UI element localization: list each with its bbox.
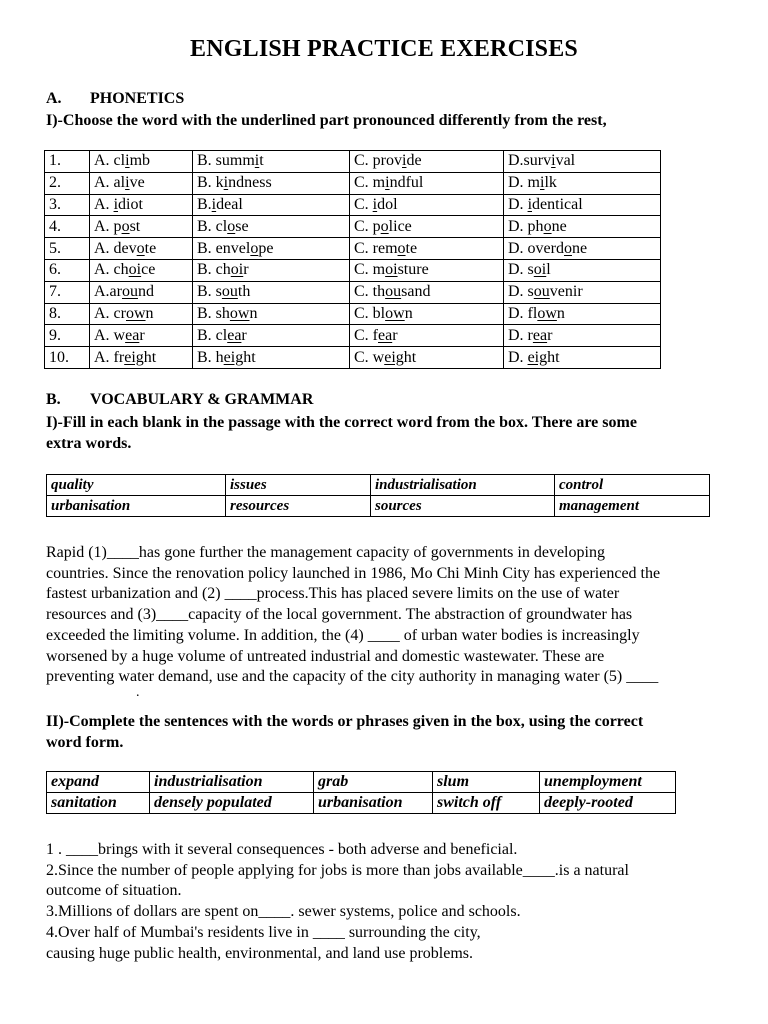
word-box-cell: densely populated [150,793,314,814]
word-box-cell: switch off [433,793,540,814]
word-box-cell: grab [314,772,433,793]
word-part: D. [508,195,528,213]
word-part: r [547,326,553,344]
word-part: sand [401,283,431,301]
underlined-part: ow [537,304,557,322]
underlined-part: eig [527,348,548,366]
option-a [90,281,193,303]
word-part: t [259,152,264,170]
word-part: C. m [354,261,386,279]
question-number: 6. [45,259,90,281]
option-b [193,281,350,303]
word-part: nd [137,283,154,301]
underlined-part: i [527,195,533,213]
passage-line: Rapid (1)____has gone further the management capacity of governments in developing [46,544,605,561]
question-number: 2. [45,172,90,194]
passage-line: resources and (3)____capacity of the local government. The abstraction of groundwater has [46,606,633,624]
option-b [193,325,350,347]
underlined-part: i [211,195,217,213]
word-part: A. fr [94,348,125,366]
underlined-part: i [372,195,378,213]
word-part: th [237,283,251,301]
word-part: B. sh [197,304,230,322]
word-part: C. rem [354,239,398,257]
word-part: B. summ [197,152,255,170]
underlined-part: oi [533,261,547,279]
question-number: 1. [45,151,90,173]
passage-line: countries. Since the renovation policy launched in 1986, Mo Chi Minh City has experienced the [46,564,661,582]
word-box-cell: control [555,475,710,496]
phonetics-row [45,172,661,194]
phonetics-row [45,259,661,281]
section-a-heading [46,90,184,108]
phonetics-row [45,347,661,369]
question-number: 5. [45,238,90,260]
page-title: ENGLISH PRACTICE EXERCISES [190,36,578,62]
complete-instruction [46,711,726,753]
option-d [504,172,661,194]
word-box-cell: deeply-rooted [540,793,676,814]
word-box-cell: unemployment [540,772,676,793]
option-c [350,216,504,238]
sentences [46,840,726,964]
word-box-cell: issues [226,475,371,496]
word-part: A. cl [94,152,126,170]
option-a [90,194,193,216]
passage-line: worsened by a huge volume of untreated industrial and domestic wastewater. These are [46,647,605,665]
question-number: 7. [45,281,90,303]
word-part: r [243,261,249,279]
section-b-letter: B. [46,391,61,408]
option-c [350,151,504,173]
underlined-part: i [223,174,229,192]
option-b [193,194,350,216]
sentence-line: causing huge public health, environmental, and land use problems. [46,944,473,962]
word-part: ht [143,348,157,366]
word-part: l [546,261,551,279]
word-box-cell: urbanisation [47,496,226,517]
underlined-part: o [121,217,130,235]
sentence-line: 1 . ____brings with it several consequences - both adverse and beneficial. [46,841,518,858]
underlined-part: i [125,174,130,192]
word-part: ndful [389,174,424,192]
option-b [193,151,350,173]
word-part: n [145,304,154,322]
word-part: ne [551,217,567,235]
sentence-line: 3.Millions of dollars are spent on____. sewer systems, police and schools. [46,903,521,921]
phonetics-row [45,216,661,238]
word-part: D.surv [508,152,552,170]
word-part: D. r [508,326,533,344]
word-part: C. m [354,174,386,192]
word-part: B. envel [197,239,251,257]
underlined-part: o [136,239,145,257]
option-b [193,238,350,260]
word-part: deal [216,195,243,213]
vocab-instruction [46,412,726,454]
question-number: 10. [45,347,90,369]
question-number: 3. [45,194,90,216]
word-part: r [241,326,247,344]
word-part: B. [197,195,212,213]
section-b-heading [46,391,313,409]
underlined-part: o [227,217,236,235]
word-part: r [139,326,145,344]
option-d [504,216,661,238]
phonetics-table [44,150,661,369]
word-part: D. overd [508,239,564,257]
option-a [90,325,193,347]
section-a-letter: A. [46,90,62,107]
option-b [193,303,350,325]
option-d [504,325,661,347]
option-c [350,303,504,325]
word-box-row [47,772,676,793]
passage-line: exceeded the limiting volume. In addition, the (4) ____ of urban water bodies is increasingly [46,626,640,644]
sentence-line: outcome of situation. [46,882,182,900]
underlined-part: o [397,239,406,257]
phonetics-row [45,151,661,173]
word-part: B. cl [197,326,228,344]
option-c [350,281,504,303]
underlined-part: o [380,217,389,235]
word-box-row [47,793,676,814]
word-part: A. al [94,174,126,192]
option-a [90,238,193,260]
vocab-instruction-line: extra words. [46,435,132,452]
word-part: D. [508,348,528,366]
option-d [504,281,661,303]
underlined-part: oi [385,261,398,279]
word-part: D. ph [508,217,544,235]
word-box-cell: quality [47,475,226,496]
word-box-cell: industrialisation [371,475,555,496]
phonetics-row [45,303,661,325]
phonetics-row [45,238,661,260]
phonetics-row [45,194,661,216]
underlined-part: ou [385,283,402,301]
question-number: 8. [45,303,90,325]
word-part: B. s [197,283,222,301]
underlined-part: i [385,174,390,192]
word-part: C. p [354,217,381,235]
option-a [90,151,193,173]
underlined-part: eig [223,348,244,366]
section-b-name: VOCABULARY & GRAMMAR [90,391,314,408]
word-part: ht [547,348,560,366]
section-a-name: PHONETICS [90,90,185,107]
word-part: A. [94,195,114,213]
word-box-cell: management [555,496,710,517]
word-part: A. p [94,217,122,235]
word-part: A. dev [94,239,137,257]
word-part: r [392,326,398,344]
passage [46,543,726,698]
word-part: st [129,217,141,235]
word-part: ve [129,174,145,192]
option-c [350,238,504,260]
word-box-cell: sanitation [47,793,150,814]
underlined-part: ow [229,304,250,322]
option-d [504,347,661,369]
complete-instruction-line: word form. [46,734,124,751]
word-part: ht [243,348,256,366]
word-part: n [249,304,258,322]
underlined-part: i [551,152,556,170]
option-a [90,172,193,194]
word-part: C. w [354,348,385,366]
underlined-part: ow [385,304,405,322]
option-d [504,238,661,260]
sentence-line: 4.Over half of Mumbai's residents live in ____ surrounding the city, [46,923,481,941]
option-d [504,259,661,281]
underlined-part: ou [121,283,138,301]
word-box-cell: industrialisation [150,772,314,793]
word-part: B. ch [197,261,231,279]
option-c [350,259,504,281]
option-d [504,194,661,216]
underlined-part: o [563,239,572,257]
word-part: se [235,217,249,235]
word-part: te [405,239,418,257]
word-part: D. s [508,283,534,301]
passage-line: . [136,684,140,700]
underlined-part: i [254,152,260,170]
word-part: A.ar [94,283,122,301]
word-part: C. bl [354,304,386,322]
underlined-part: o [250,239,259,257]
underlined-part: i [113,195,119,213]
option-a [90,216,193,238]
word-part: C. [354,195,373,213]
option-a [90,259,193,281]
option-b [193,216,350,238]
phonetics-instruction: I)-Choose the word with the underlined part pronounced differently from the rest, [46,112,607,129]
word-part: ht [403,348,417,366]
question-number: 4. [45,216,90,238]
underlined-part: ea [378,326,393,344]
underlined-part: eig [384,348,404,366]
word-box-cell: sources [371,496,555,517]
underlined-part: ea [532,326,548,344]
word-part: dentical [532,195,583,213]
word-part: n [556,304,565,322]
complete-instruction-line: II)-Complete the sentences with the words or phrases given in the box, using the correct [46,713,644,730]
sentence-line: 2.Since the number of people applying for jobs is more than jobs available____.is a natural [46,861,629,879]
word-part: A. ch [94,261,129,279]
phonetics-row [45,281,661,303]
option-c [350,172,504,194]
option-b [193,347,350,369]
word-part: lk [544,174,557,192]
underlined-part: i [402,152,407,170]
passage-line: preventing water demand, use and the capacity of the city authority in managing water (5) ____ [46,668,659,686]
option-a [90,303,193,325]
word-part: de [406,152,422,170]
word-part: n [404,304,413,322]
word-part: A. w [94,326,126,344]
word-part: venir [549,283,583,301]
underlined-part: ow [125,304,146,322]
word-part: ne [571,239,588,257]
word-box-cell: slum [433,772,540,793]
word-box-row [47,496,710,517]
option-b [193,259,350,281]
underlined-part: ea [227,326,242,344]
word-part: lice [388,217,412,235]
underlined-part: ou [533,283,550,301]
word-part: B. cl [197,217,228,235]
word-box-1 [46,474,710,517]
word-part: mb [129,152,151,170]
option-c [350,347,504,369]
word-part: C. prov [354,152,402,170]
word-part: dol [377,195,398,213]
word-part: ndness [228,174,272,192]
word-part: sture [397,261,429,279]
word-part: A. cr [94,304,126,322]
underlined-part: eig [124,348,144,366]
phonetics-row [45,325,661,347]
underlined-part: oi [128,261,142,279]
word-box-cell: expand [47,772,150,793]
underlined-part: ea [125,326,140,344]
word-part: D. m [508,174,540,192]
option-d [504,151,661,173]
word-part: C. f [354,326,378,344]
word-part: C. th [354,283,386,301]
question-number: 9. [45,325,90,347]
underlined-part: ou [221,283,238,301]
word-part: B. k [197,174,224,192]
underlined-part: i [540,174,545,192]
underlined-part: i [125,152,130,170]
word-part: ce [141,261,156,279]
word-part: diot [118,195,143,213]
option-b [193,172,350,194]
word-part: D. fl [508,304,538,322]
word-box-row [47,475,710,496]
word-part: D. s [508,261,534,279]
option-c [350,194,504,216]
passage-line: fastest urbanization and (2) ____process.This has placed severe limits on the use of water [46,585,620,603]
underlined-part: oi [230,261,244,279]
word-box-2 [46,771,676,814]
underlined-part: o [543,217,552,235]
word-box-cell: urbanisation [314,793,433,814]
option-d [504,303,661,325]
vocab-instruction-line: I)-Fill in each blank in the passage with the correct word from the box. There are some [46,414,637,431]
word-part: val [555,152,576,170]
word-box-cell: resources [226,496,371,517]
option-a [90,347,193,369]
word-part: pe [258,239,274,257]
word-part: B. h [197,348,224,366]
option-c [350,325,504,347]
word-part: te [144,239,157,257]
